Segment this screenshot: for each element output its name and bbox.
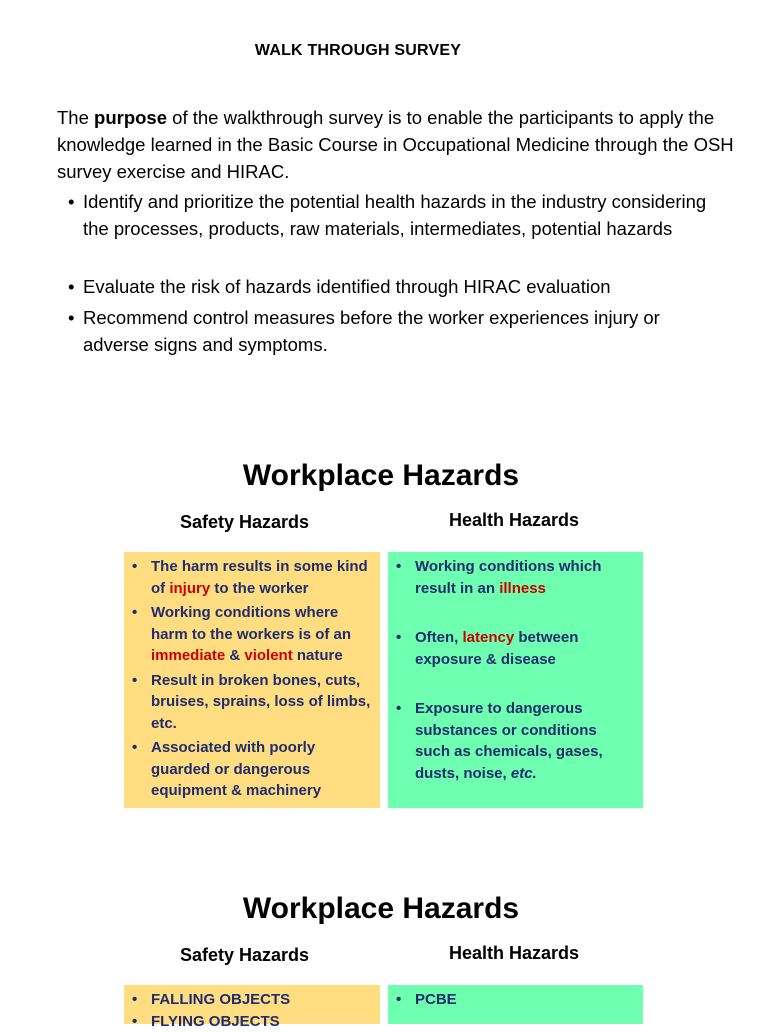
list-item: • Often, latency between exposure & disease <box>394 627 635 670</box>
list-item: • Working conditions which result in an illness <box>394 556 635 599</box>
bullet-item <box>66 304 726 358</box>
bullet-text: Evaluate the risk of hazards identified through HIRAC evaluation <box>83 276 611 297</box>
list-item: • PCBE <box>394 989 635 1011</box>
slide1-title: Workplace Hazards <box>0 459 762 493</box>
intro-bold: purpose <box>94 107 167 128</box>
document-title: WALK THROUGH SURVEY <box>0 42 716 60</box>
intro-paragraph <box>57 104 737 185</box>
slide2-title: Workplace Hazards <box>0 892 762 926</box>
list-item: • The harm results in some kind of injury to the worker <box>130 556 372 599</box>
list-item: • FALLING OBJECTS <box>130 989 372 1011</box>
slide1-safety-heading: Safety Hazards <box>180 512 309 533</box>
slide2-health-heading: Health Hazards <box>449 943 579 964</box>
bullet-item <box>66 188 726 242</box>
list-item: • Result in broken bones, cuts, bruises, sprains, loss of limbs, etc. <box>130 670 372 735</box>
bullet-text: Identify and prioritize the potential health hazards in the industry considering the processes, products, raw materials, intermediates, potential hazards <box>83 191 706 239</box>
list-item: • FLYING OBJECTS <box>130 1011 372 1032</box>
safety-hazards-box <box>124 552 380 808</box>
bullet-text: Recommend control measures before the worker experiences injury or adverse signs and symptoms. <box>83 307 660 355</box>
list-item: • Associated with poorly guarded or dangerous equipment & machinery <box>130 737 372 802</box>
slide1-health-heading: Health Hazards <box>449 510 579 531</box>
health-hazards-box <box>388 552 643 808</box>
health-hazards-box-2 <box>388 985 643 1024</box>
bullet-item <box>66 273 726 300</box>
bullet-dot-icon: • <box>68 304 74 331</box>
list-item: • Working conditions where harm to the workers is of an immediate & violent nature <box>130 602 372 667</box>
intro-post: of the walkthrough survey is to enable the participants to apply the knowledge learned in the Basic Course in Occupational Medicine through the OSH survey exercise and HIRAC. <box>57 107 734 182</box>
bullet-dot-icon: • <box>68 273 74 300</box>
slide2-safety-heading: Safety Hazards <box>180 945 309 966</box>
list-item: • Exposure to dangerous substances or conditions such as chemicals, gases, dusts, noise, etc. <box>394 698 635 784</box>
intro-pre: The <box>57 107 94 128</box>
safety-hazards-box-2 <box>124 985 380 1024</box>
bullet-dot-icon: • <box>68 188 74 215</box>
